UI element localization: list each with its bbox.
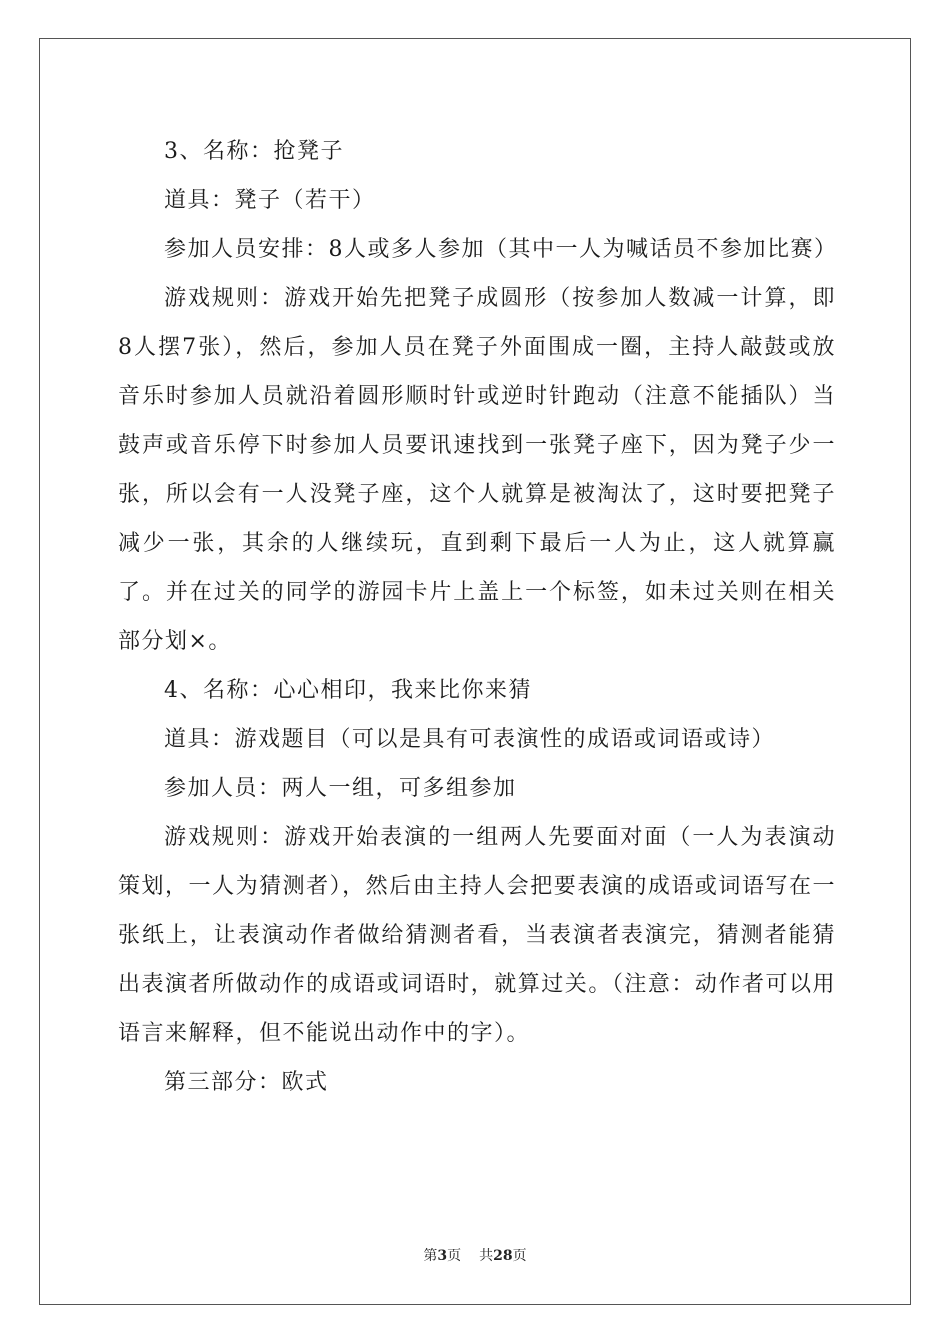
document-body [118,127,836,1107]
page-number: 3 [437,1248,448,1264]
page-prefix: 第 [423,1248,438,1264]
participants-line-4: 参加人员：两人一组，可多组参加 [164,776,517,801]
page-footer [0,1246,950,1266]
page-suffix: 页 [447,1248,462,1264]
section-title-4: 4、名称：心心相印，我来比你来猜 [164,678,532,703]
rules-paragraph-4: 游戏规则：游戏开始表演的一组两人先要面对面（一人为表演动策划，一人为猜测者），然后由主持人会把要表演的成语或词语写在一张纸上，让表演动作者做给猜测者看，当表演者表演完，猜测者能猜出表演者所做动作的成语或词语时，就算过关。（注意：动作者可以用语言来解释，但不能说出动作中的字）。 [118,825,836,1046]
rules-paragraph-3: 游戏规则：游戏开始先把凳子成圆形（按参加人数减一计算，即8人摆7张），然后，参加人员在凳子外面围成一圈，主持人敲鼓或放音乐时参加人员就沿着圆形顺时针或逆时针跑动（注意不能插队）当鼓声或音乐停下时参加人员要讯速找到一张凳子座下，因为凳子少一张，所以会有一人没凳子座，这个人就算是被淘汰了，这时要把凳子减少一张，其余的人继续玩，直到剩下最后一人为止，这人就算赢了。并在过关的同学的游园卡片上盖上一个标签，如未过关则在相关部分划×。 [118,286,836,654]
total-prefix: 共 [479,1248,494,1264]
props-line-4: 道具：游戏题目（可以是具有可表演性的成语或词语或诗） [164,727,776,752]
total-suffix: 页 [512,1248,527,1264]
props-line-3: 道具：凳子（若干） [164,188,376,213]
part-three-heading: 第三部分：欧式 [164,1070,329,1095]
participants-line-3: 参加人员安排：8人或多人参加（其中一人为喊话员不参加比赛） [164,237,838,262]
section-title-3: 3、名称：抢凳子 [164,139,344,164]
page-total: 28 [493,1248,513,1264]
